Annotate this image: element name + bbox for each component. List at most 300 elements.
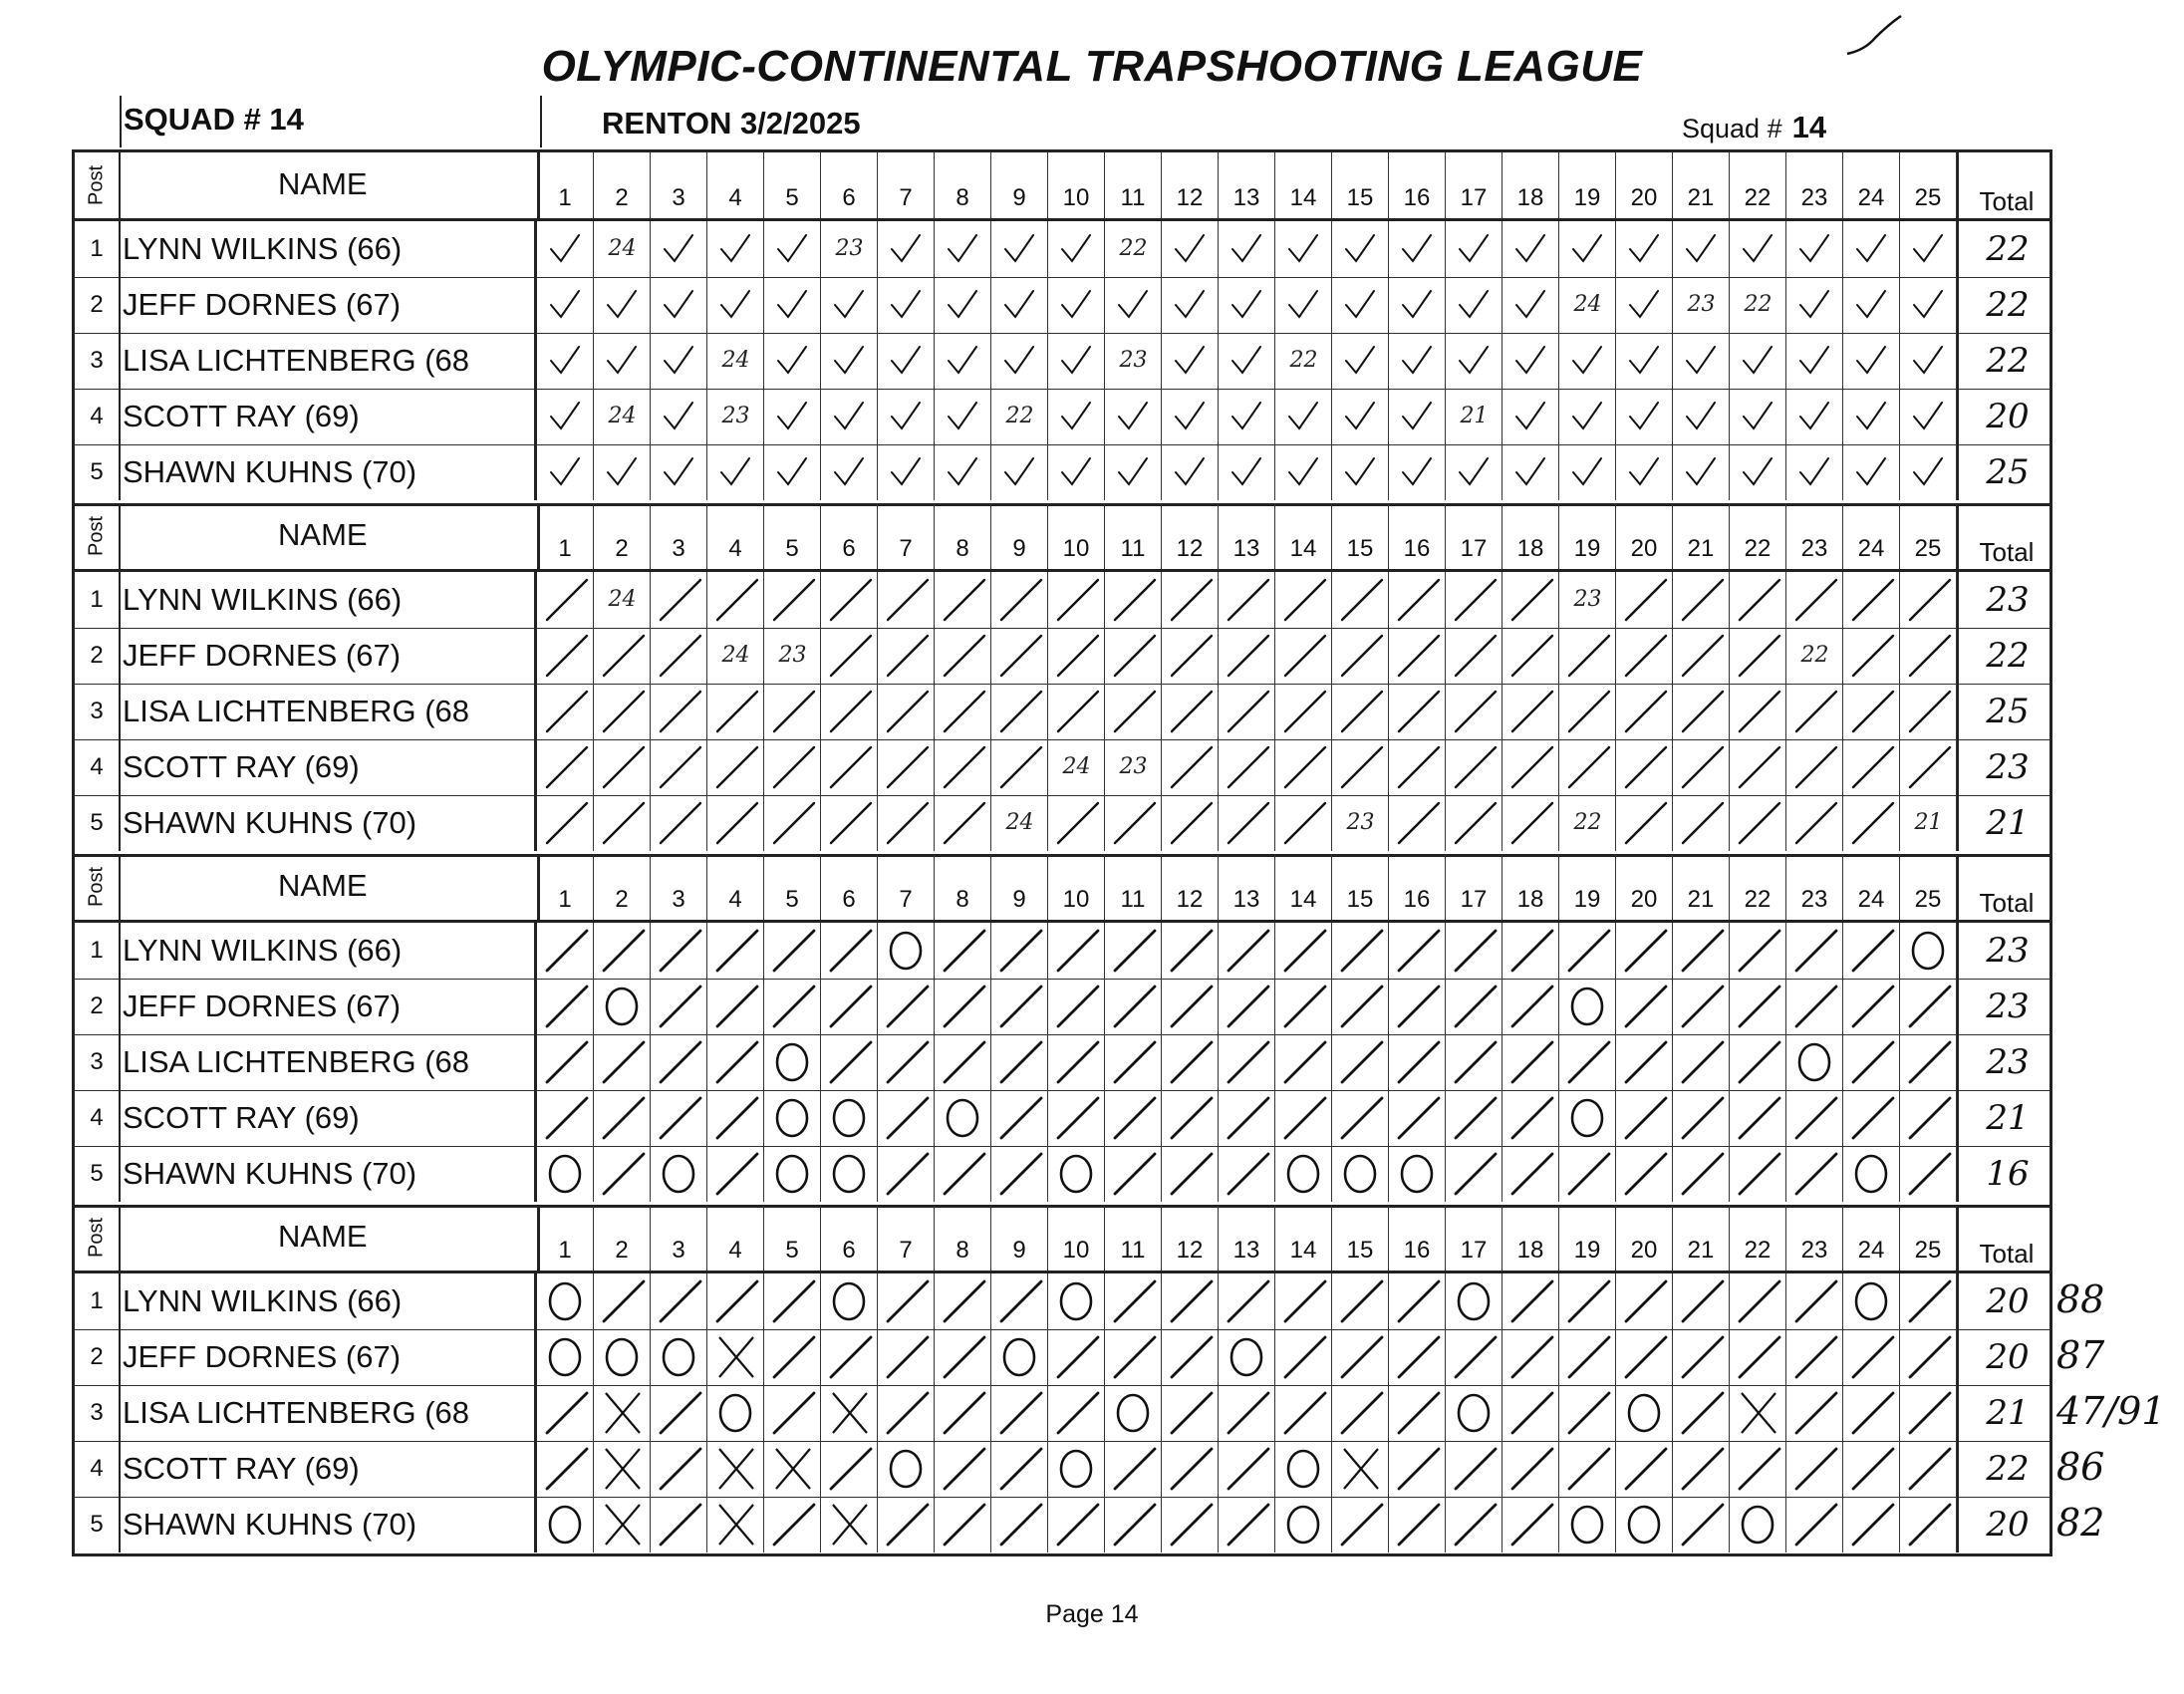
hit-mark-icon [651, 1090, 707, 1146]
target-cell [707, 572, 764, 628]
hit-mark-icon [1843, 389, 1900, 444]
target-cell [1730, 572, 1786, 628]
target-cell [1900, 1034, 1957, 1090]
hit-mark-icon [1332, 277, 1389, 333]
hit-mark-icon [764, 389, 821, 444]
hit-mark-icon [1843, 1329, 1900, 1385]
round-total: 20 [1957, 389, 2056, 444]
target-cell [991, 1385, 1048, 1441]
hit-mark-icon [1900, 739, 1957, 795]
target-cell [764, 684, 821, 739]
hit-mark-icon [991, 628, 1048, 684]
running-score-note: 22 [1119, 236, 1148, 261]
target-number-header: 11 [1105, 1205, 1162, 1270]
hit-mark-icon [1162, 572, 1219, 628]
target-cell [764, 1146, 821, 1202]
target-number-header: 22 [1730, 152, 1786, 218]
target-cell [935, 389, 991, 444]
shooter-row [75, 1090, 2049, 1147]
target-cell [1162, 628, 1219, 684]
hit-mark-icon [1048, 1034, 1105, 1090]
post-header [75, 152, 121, 218]
cross-mark-icon [1332, 1441, 1389, 1497]
hit-mark-icon [764, 684, 821, 739]
hit-mark-icon [1219, 684, 1275, 739]
hit-mark-icon [1332, 1034, 1389, 1090]
shooter-name: JEFF DORNES (67) [119, 979, 537, 1034]
target-number-header: 7 [878, 152, 935, 218]
target-number-header: 7 [878, 1205, 935, 1270]
target-number-header: 3 [651, 1205, 707, 1270]
target-cell [935, 1385, 991, 1441]
target-cell [1843, 1146, 1900, 1202]
hit-mark-icon [935, 444, 991, 500]
hit-mark-icon [1786, 1146, 1843, 1202]
target-cell [1389, 1385, 1446, 1441]
target-cell [1730, 221, 1786, 277]
target-cell [1275, 1497, 1332, 1553]
target-cell [594, 1497, 651, 1553]
target-cell [1786, 1034, 1843, 1090]
hit-mark-icon [1502, 684, 1559, 739]
hit-mark-icon [1730, 1034, 1786, 1090]
target-cell [1559, 221, 1616, 277]
post-number: 4 [75, 389, 121, 444]
target-cell [935, 1441, 991, 1497]
target-number-header: 5 [764, 503, 821, 569]
hit-mark-icon [1105, 1090, 1162, 1146]
target-cell [1900, 1329, 1957, 1385]
hit-mark-icon [651, 389, 707, 444]
hit-mark-icon [1105, 979, 1162, 1034]
hit-mark-icon [935, 572, 991, 628]
target-cell [1843, 221, 1900, 277]
hit-mark-icon [537, 1385, 594, 1441]
hit-mark-icon [1786, 979, 1843, 1034]
target-cell [1616, 444, 1673, 500]
shooter-row [75, 795, 2049, 851]
target-number-header: 2 [594, 152, 651, 218]
target-cell [1332, 1146, 1389, 1202]
hit-mark-icon [594, 628, 651, 684]
score-sheet [72, 149, 2052, 1556]
target-cell [1105, 1385, 1162, 1441]
hit-mark-icon [594, 1273, 651, 1329]
target-cell [821, 795, 878, 851]
hit-mark-icon [1332, 1497, 1389, 1553]
target-cell [651, 333, 707, 389]
hit-mark-icon [1843, 628, 1900, 684]
target-cell [821, 1441, 878, 1497]
running-score-note: 24 [608, 236, 637, 261]
round-total: 25 [1957, 444, 2056, 500]
target-cell [707, 739, 764, 795]
target-cell [1730, 1441, 1786, 1497]
hit-mark-icon [991, 333, 1048, 389]
hit-mark-icon [651, 739, 707, 795]
target-number-header: 3 [651, 854, 707, 920]
target-cell [1673, 684, 1730, 739]
target-number-header: 4 [707, 152, 764, 218]
hit-mark-icon [1843, 333, 1900, 389]
target-cell [764, 389, 821, 444]
target-cell [707, 979, 764, 1034]
round-total: 23 [1957, 923, 2056, 979]
target-cell [1843, 389, 1900, 444]
target-cell [1786, 795, 1843, 851]
cross-mark-icon [821, 1385, 878, 1441]
hit-mark-icon [1162, 221, 1219, 277]
target-cell [1219, 684, 1275, 739]
hit-mark-icon [707, 221, 764, 277]
target-cell [1616, 1385, 1673, 1441]
miss-mark-icon [594, 979, 651, 1034]
target-cell [935, 333, 991, 389]
hit-mark-icon [878, 1385, 935, 1441]
hit-mark-icon [1673, 795, 1730, 851]
miss-mark-icon [821, 1273, 878, 1329]
target-cell [594, 1090, 651, 1146]
target-cell [1673, 795, 1730, 851]
target-cell [935, 1497, 991, 1553]
header-divider [120, 96, 122, 147]
target-cell [935, 979, 991, 1034]
hit-mark-icon [1616, 277, 1673, 333]
hit-mark-icon [1162, 739, 1219, 795]
target-cell [1786, 739, 1843, 795]
target-cell [651, 1441, 707, 1497]
target-cell [1730, 795, 1786, 851]
target-cell [537, 389, 594, 444]
target-cell [1275, 277, 1332, 333]
target-cell [1900, 979, 1957, 1034]
target-cell [707, 628, 764, 684]
hit-mark-icon [537, 739, 594, 795]
target-cell [935, 739, 991, 795]
target-cell [764, 628, 821, 684]
target-cell [1616, 1497, 1673, 1553]
target-cell [1900, 923, 1957, 979]
hit-mark-icon [594, 1146, 651, 1202]
target-number-header: 2 [594, 503, 651, 569]
target-number-header: 4 [707, 503, 764, 569]
target-cell [1730, 277, 1786, 333]
hit-mark-icon [1162, 1385, 1219, 1441]
target-cell [1048, 572, 1105, 628]
target-cell [1048, 923, 1105, 979]
running-score-note: 24 [608, 587, 637, 612]
miss-mark-icon [537, 1146, 594, 1202]
hit-mark-icon [1389, 333, 1446, 389]
hit-mark-icon [991, 444, 1048, 500]
hit-mark-icon [1502, 739, 1559, 795]
target-cell [1900, 1146, 1957, 1202]
target-cell [1559, 628, 1616, 684]
cross-mark-icon [707, 1441, 764, 1497]
hit-mark-icon [1616, 333, 1673, 389]
hit-mark-icon [1502, 795, 1559, 851]
target-cell [1219, 1329, 1275, 1385]
hit-mark-icon [1673, 979, 1730, 1034]
hit-mark-icon [1616, 221, 1673, 277]
target-number-header: 20 [1616, 152, 1673, 218]
hit-mark-icon [1900, 572, 1957, 628]
target-cell [1502, 1090, 1559, 1146]
hit-mark-icon [878, 684, 935, 739]
target-cell [1502, 1146, 1559, 1202]
target-cell [1843, 979, 1900, 1034]
hit-mark-icon [1900, 333, 1957, 389]
shooter-row [75, 389, 2049, 445]
target-cell [1048, 1329, 1105, 1385]
target-cell [537, 1273, 594, 1329]
hit-mark-icon [991, 572, 1048, 628]
hit-mark-icon [1389, 1329, 1446, 1385]
hit-mark-icon [1105, 1441, 1162, 1497]
target-cell [1673, 221, 1730, 277]
target-cell [878, 1441, 935, 1497]
target-cell [935, 277, 991, 333]
hit-mark-icon [1730, 1146, 1786, 1202]
target-cell [878, 1329, 935, 1385]
hit-mark-icon [537, 572, 594, 628]
target-cell [594, 628, 651, 684]
hit-mark-icon [1730, 1441, 1786, 1497]
target-cell [707, 1329, 764, 1385]
target-cell [821, 1034, 878, 1090]
hit-mark-icon [1616, 1146, 1673, 1202]
target-cell [764, 739, 821, 795]
hit-mark-icon [764, 1273, 821, 1329]
hit-mark-icon [1502, 1497, 1559, 1553]
target-cell [651, 739, 707, 795]
target-cell [707, 389, 764, 444]
target-cell [878, 389, 935, 444]
target-cell [1502, 389, 1559, 444]
target-cell [1446, 795, 1502, 851]
hit-mark-icon [707, 923, 764, 979]
miss-mark-icon [1559, 1497, 1616, 1553]
hit-mark-icon [821, 1034, 878, 1090]
shooter-name: LYNN WILKINS (66) [119, 923, 537, 979]
hit-mark-icon [651, 923, 707, 979]
target-number-header: 13 [1219, 854, 1275, 920]
post-number: 1 [75, 1273, 121, 1329]
post-number: 3 [75, 1034, 121, 1090]
hit-mark-icon [594, 684, 651, 739]
hit-mark-icon [1843, 444, 1900, 500]
target-cell [1275, 979, 1332, 1034]
target-cell [1673, 739, 1730, 795]
target-cell [651, 1497, 707, 1553]
target-cell [1786, 923, 1843, 979]
hit-mark-icon [821, 1441, 878, 1497]
hit-mark-icon [1389, 684, 1446, 739]
target-number-header: 18 [1502, 152, 1559, 218]
hit-mark-icon [935, 739, 991, 795]
miss-mark-icon [1275, 1497, 1332, 1553]
running-score-note: 24 [1005, 810, 1034, 835]
target-cell [1105, 1497, 1162, 1553]
target-cell [1219, 1273, 1275, 1329]
target-number-header: 15 [1332, 503, 1389, 569]
target-cell [1275, 333, 1332, 389]
hit-mark-icon [1332, 684, 1389, 739]
hit-mark-icon [1786, 684, 1843, 739]
hit-mark-icon [1446, 1034, 1502, 1090]
target-cell [537, 277, 594, 333]
hit-mark-icon [1332, 628, 1389, 684]
hit-mark-icon [991, 684, 1048, 739]
hit-mark-icon [935, 979, 991, 1034]
hit-mark-icon [1275, 1273, 1332, 1329]
target-number-header: 24 [1843, 503, 1900, 569]
running-score-note: 23 [1119, 348, 1148, 373]
hit-mark-icon [1162, 979, 1219, 1034]
target-cell [878, 1497, 935, 1553]
target-cell [537, 628, 594, 684]
shooter-row [75, 1034, 2049, 1091]
target-cell [1786, 1497, 1843, 1553]
target-cell [1446, 979, 1502, 1034]
miss-mark-icon [1332, 1146, 1389, 1202]
hit-mark-icon [821, 979, 878, 1034]
target-cell [1900, 277, 1957, 333]
hit-mark-icon [707, 277, 764, 333]
hit-mark-icon [1843, 795, 1900, 851]
target-cell [1616, 739, 1673, 795]
hit-mark-icon [1048, 333, 1105, 389]
total-header: Total [1957, 854, 2054, 920]
target-number-header: 18 [1502, 1205, 1559, 1270]
hit-mark-icon [651, 1441, 707, 1497]
round-total: 23 [1957, 739, 2056, 795]
target-cell [1786, 389, 1843, 444]
target-cell [1446, 1385, 1502, 1441]
target-cell [878, 628, 935, 684]
target-cell [991, 572, 1048, 628]
target-cell [537, 1090, 594, 1146]
hit-mark-icon [1502, 333, 1559, 389]
miss-mark-icon [821, 1090, 878, 1146]
target-cell [1389, 1273, 1446, 1329]
hit-mark-icon [1730, 444, 1786, 500]
target-cell [764, 1441, 821, 1497]
target-number-header: 11 [1105, 152, 1162, 218]
target-cell [821, 333, 878, 389]
target-cell [1559, 1385, 1616, 1441]
miss-mark-icon [1843, 1146, 1900, 1202]
hit-mark-icon [1843, 739, 1900, 795]
target-cell [764, 1273, 821, 1329]
target-cell [1219, 221, 1275, 277]
shooter-row [75, 277, 2049, 334]
target-cell [537, 1146, 594, 1202]
hit-mark-icon [991, 277, 1048, 333]
target-cell [1446, 1034, 1502, 1090]
target-number-header: 13 [1219, 1205, 1275, 1270]
target-cell [1275, 923, 1332, 979]
round-total: 23 [1957, 979, 2056, 1034]
hit-mark-icon [1275, 923, 1332, 979]
target-cell [651, 277, 707, 333]
miss-mark-icon [991, 1329, 1048, 1385]
target-cell [991, 1146, 1048, 1202]
hit-mark-icon [1162, 333, 1219, 389]
target-cell [1673, 1329, 1730, 1385]
target-cell [821, 1146, 878, 1202]
hit-mark-icon [1389, 221, 1446, 277]
hit-mark-icon [1900, 1385, 1957, 1441]
hit-mark-icon [935, 1146, 991, 1202]
target-cell [594, 795, 651, 851]
target-cell [1105, 979, 1162, 1034]
hit-mark-icon [1673, 1146, 1730, 1202]
hit-mark-icon [537, 1441, 594, 1497]
target-number-header: 19 [1559, 854, 1616, 920]
target-cell [1332, 628, 1389, 684]
target-cell [1446, 1497, 1502, 1553]
running-score-note: 23 [1687, 292, 1716, 317]
hit-mark-icon [1162, 1441, 1219, 1497]
hit-mark-icon [1559, 684, 1616, 739]
shooter-name: SHAWN KUHNS (70) [119, 1146, 537, 1202]
hit-mark-icon [537, 1090, 594, 1146]
target-cell [1275, 389, 1332, 444]
target-cell [1786, 1329, 1843, 1385]
shooter-name: LYNN WILKINS (66) [119, 572, 537, 628]
target-cell [651, 795, 707, 851]
post-number: 3 [75, 333, 121, 389]
target-cell [1332, 1273, 1389, 1329]
target-number-header: 22 [1730, 854, 1786, 920]
hit-mark-icon [1219, 277, 1275, 333]
post-header-label: Post [85, 164, 108, 206]
target-number-header: 11 [1105, 854, 1162, 920]
target-cell [821, 739, 878, 795]
target-cell [935, 1090, 991, 1146]
hit-mark-icon [707, 979, 764, 1034]
target-cell [1162, 221, 1219, 277]
target-cell [1616, 1273, 1673, 1329]
target-number-header: 16 [1389, 503, 1446, 569]
target-cell [1389, 444, 1446, 500]
hit-mark-icon [1219, 1090, 1275, 1146]
hit-mark-icon [878, 628, 935, 684]
hit-mark-icon [651, 277, 707, 333]
target-cell [1559, 277, 1616, 333]
target-number-header: 20 [1616, 854, 1673, 920]
hit-mark-icon [935, 684, 991, 739]
hit-mark-icon [1786, 1329, 1843, 1385]
target-cell [651, 572, 707, 628]
target-number-header: 7 [878, 854, 935, 920]
target-cell [1900, 1090, 1957, 1146]
target-number-header: 23 [1786, 503, 1843, 569]
target-number-header: 6 [821, 152, 878, 218]
target-cell [1105, 684, 1162, 739]
target-number-header: 8 [935, 503, 991, 569]
post-number: 2 [75, 277, 121, 333]
post-header [75, 503, 121, 569]
miss-mark-icon [764, 1146, 821, 1202]
hit-mark-icon [1446, 1090, 1502, 1146]
hit-mark-icon [1105, 1146, 1162, 1202]
target-cell [1843, 795, 1900, 851]
hit-mark-icon [1219, 795, 1275, 851]
hit-mark-icon [1446, 628, 1502, 684]
target-cell [1332, 333, 1389, 389]
